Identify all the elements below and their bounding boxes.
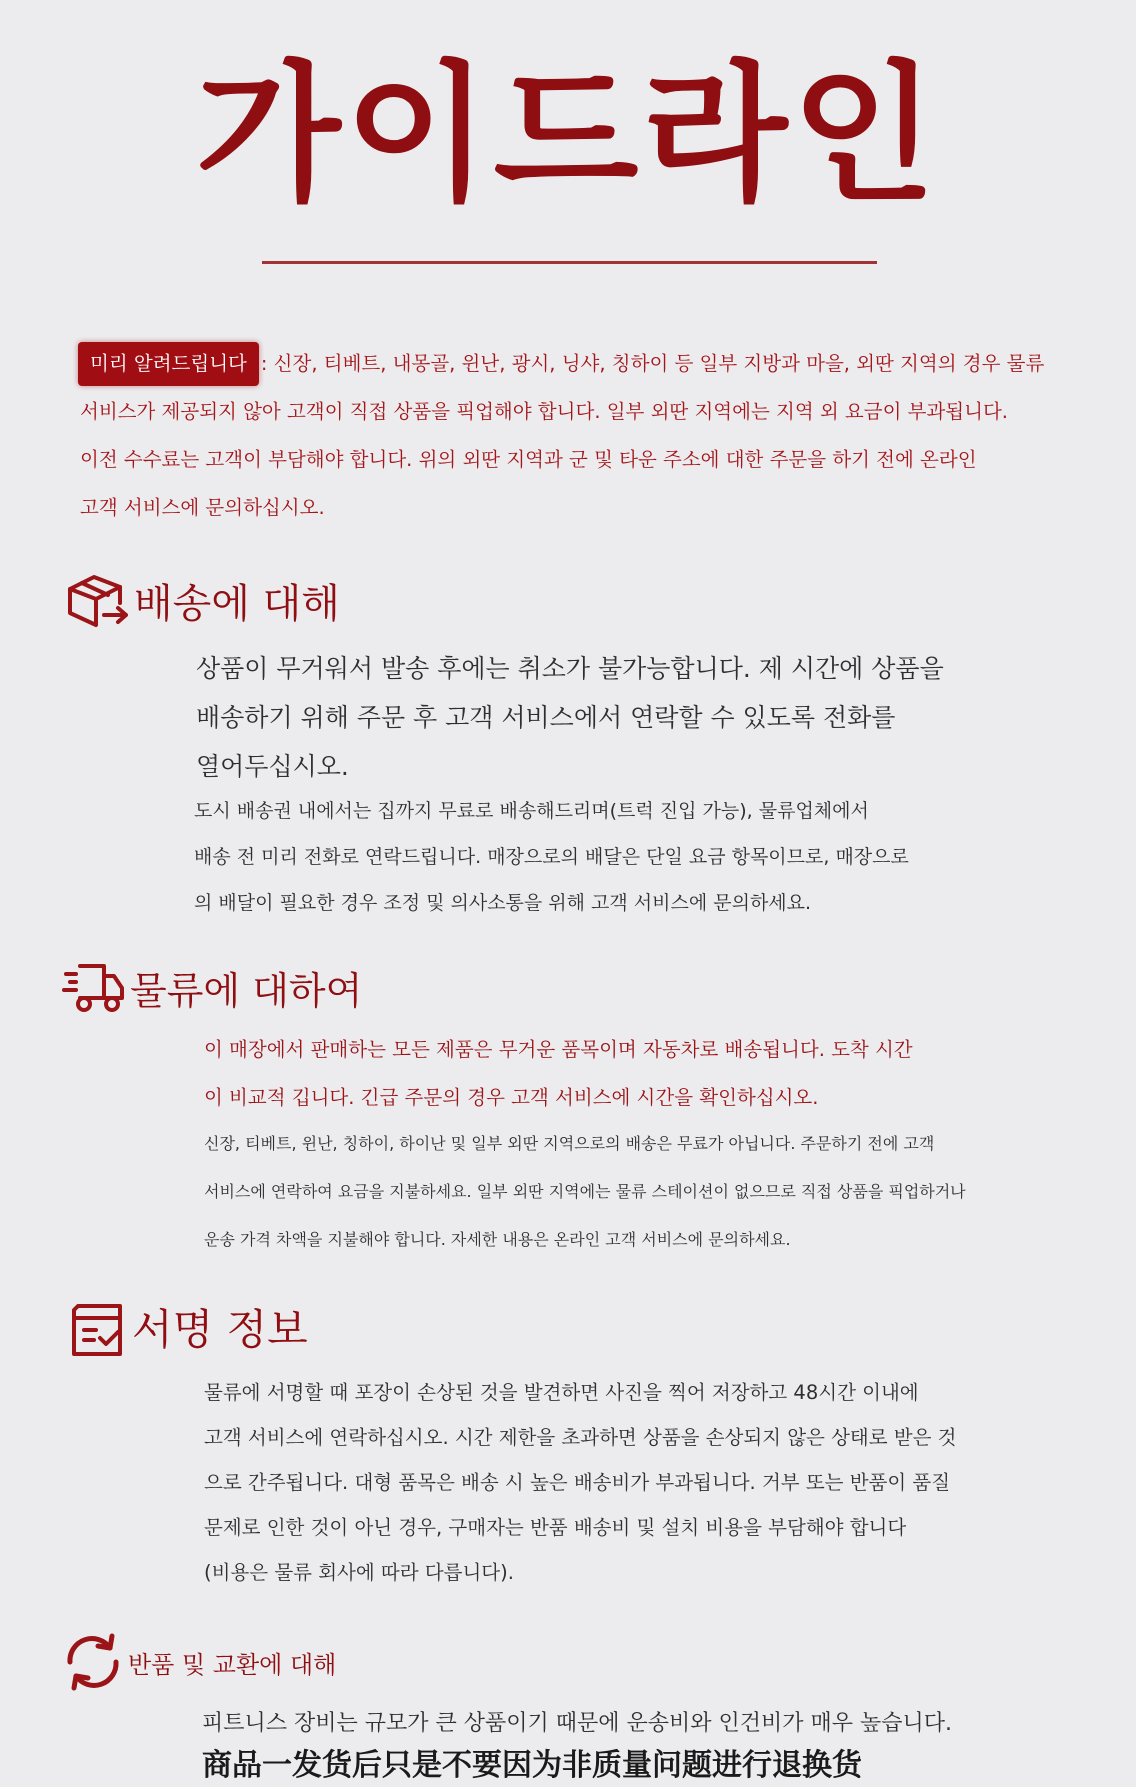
text-line: 상품이 무거워서 발송 후에는 취소가 불가능합니다. 제 시간에 상품을 — [196, 654, 944, 683]
notice-line: 이전 수수료는 고객이 부담해야 합니다. 위의 외딴 지역과 군 및 타운 주소에 대한 주문을 하기 전에 온라인 — [80, 448, 977, 471]
text-line: 물류에 서명할 때 포장이 손상된 것을 발견하면 사진을 찍어 저장하고 48시간 이내에 — [204, 1381, 919, 1404]
text-line: 도시 배송권 내에서는 집까지 무료로 배송해드리며(트럭 진입 가능), 물류업체에서 — [194, 800, 869, 822]
logistics-lead — [204, 1026, 913, 1122]
text-line: 서비스에 연락하여 요금을 지불하세요. 일부 외딴 지역에는 물류 스테이션이 없으므로 직접 상품을 픽업하거나 — [204, 1182, 966, 1201]
text-line: 으로 간주됩니다. 대형 품목은 배송 시 높은 배송비가 부과됩니다. 거부 또는 반품이 품질 — [204, 1471, 951, 1494]
signature-detail — [204, 1370, 957, 1595]
delivery-truck-icon — [62, 958, 126, 1016]
signed-form-icon — [70, 1296, 128, 1358]
notice-badge: 미리 알려드립니다 — [78, 342, 259, 386]
section-title: 배송에 대해 — [134, 581, 340, 627]
text-line: (비용은 물류 회사에 따라 다릅니다). — [204, 1561, 514, 1584]
section-header-delivery — [66, 572, 340, 629]
notice-line — [80, 340, 1060, 388]
box-arrow-icon — [66, 573, 130, 629]
text-line: 운송 가격 차액을 지불해야 합니다. 자세한 내용은 온라인 고객 서비스에 문의하세요. — [204, 1230, 791, 1249]
section-title: 물류에 대하여 — [130, 968, 363, 1013]
section-header-logistics — [62, 958, 362, 1016]
notice-line: 고객 서비스에 문의하십시오. — [80, 496, 325, 519]
text-line: 이 비교적 깁니다. 긴급 주문의 경우 고객 서비스에 시간을 확인하십시오. — [204, 1086, 819, 1109]
notice-text: : 신장, 티베트, 내몽골, 윈난, 광시, 닝샤, 칭하이 등 일부 지방과 마을, 외딴 지역의 경우 물류 — [260, 352, 1045, 375]
notice-block — [80, 340, 1060, 532]
delivery-lead — [196, 644, 944, 791]
text-line: 의 배달이 필요한 경우 조정 및 의사소통을 위해 고객 서비스에 문의하세요. — [194, 892, 812, 914]
refresh-arrows-icon — [62, 1632, 124, 1692]
text-line: 배송 전 미리 전화로 연락드립니다. 매장으로의 배달은 단일 요금 항목이므로, 매장으로 — [194, 846, 909, 868]
title-divider — [262, 261, 877, 264]
text-line: 신장, 티베트, 윈난, 칭하이, 하이난 및 일부 외딴 지역으로의 배송은 무료가 아닙니다. 주문하기 전에 고객 — [204, 1134, 935, 1153]
text-line: 문제로 인한 것이 아닌 경우, 구매자는 반품 배송비 및 설치 비용을 부담해야 합니다 — [204, 1516, 907, 1539]
text-line: 배송하기 위해 주문 후 고객 서비스에서 연락할 수 있도록 전화를 — [196, 703, 896, 732]
text-line: 이 매장에서 판매하는 모든 제품은 무거운 품목이며 자동차로 배송됩니다. 도착 시간 — [204, 1038, 913, 1061]
page-title: 가이드라인 — [195, 48, 941, 222]
logistics-detail — [204, 1120, 966, 1264]
text-line: 고객 서비스에 연락하십시오. 시간 제한을 초과하면 상품을 손상되지 않은 상태로 받은 것 — [204, 1426, 957, 1449]
text-line: 商品一发货后只是不要因为非质量问题进行退换货 — [202, 1748, 862, 1783]
returns-lead — [202, 1703, 952, 1787]
section-title: 반품 및 교환에 대해 — [128, 1650, 337, 1679]
delivery-detail — [194, 788, 909, 926]
text-line: 열어두십시오. — [196, 752, 349, 781]
section-title: 서명 정보 — [132, 1305, 308, 1354]
section-header-signature — [70, 1296, 308, 1358]
notice-line: 서비스가 제공되지 않아 고객이 직접 상품을 픽업해야 합니다. 일부 외딴 지역에는 지역 외 요금이 부과됩니다. — [80, 400, 1009, 423]
section-header-returns — [62, 1632, 336, 1692]
text-line: 피트니스 장비는 규모가 큰 상품이기 때문에 운송비와 인건비가 매우 높습니다. — [202, 1711, 952, 1736]
